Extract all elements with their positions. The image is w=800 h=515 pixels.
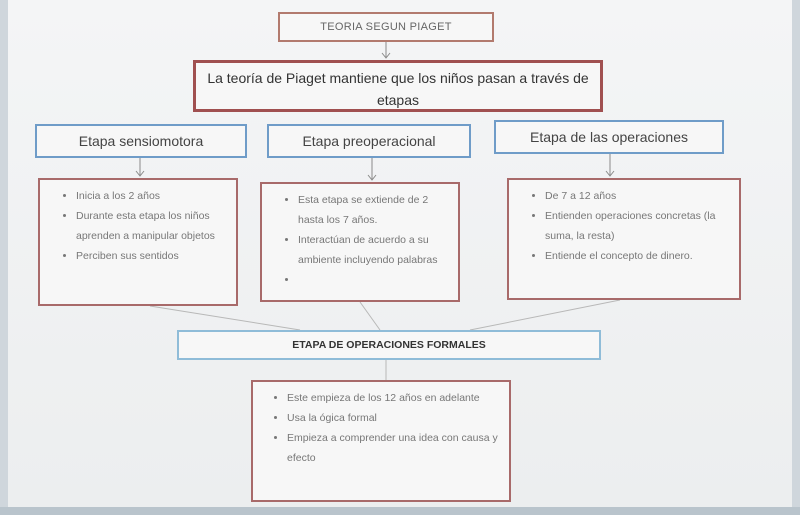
- list-item: • Inicia a los 2 años: [76, 186, 228, 206]
- stage-sensiomotora: Etapa sensiomotora: [35, 124, 247, 158]
- list-item: • Perciben sus sentidos: [76, 246, 228, 266]
- status-bar: [0, 507, 800, 515]
- list-item: • Usa la ógica formal: [287, 408, 501, 428]
- list-item: [298, 270, 450, 290]
- connector-list2-formal: [360, 302, 380, 330]
- list-item: • Empieza a comprender una idea con causa y efecto: [287, 428, 501, 468]
- list-item: • Interactúan de acuerdo a su ambiente incluyendo palabras: [298, 230, 450, 270]
- list-preoperacional: [260, 182, 460, 302]
- connector-list3-formal: [470, 300, 620, 330]
- list-item: • Esta etapa se extiende de 2 hasta los 7 años.: [298, 190, 450, 230]
- connector-list1-formal: [150, 306, 300, 330]
- list-item: • Este empieza de los 12 años en adelante: [287, 388, 501, 408]
- list-item: • De 7 a 12 años: [545, 186, 731, 206]
- list-item: • Durante esta etapa los niños aprenden a manipular objetos: [76, 206, 228, 246]
- list-formales: [251, 380, 511, 502]
- title-box: TEORIA SEGUN PIAGET: [278, 12, 494, 42]
- list-sensiomotora: [38, 178, 238, 306]
- stage-operaciones: Etapa de las operaciones: [494, 120, 724, 154]
- formal-stage-box: ETAPA DE OPERACIONES FORMALES: [177, 330, 601, 360]
- main-idea-box: La teoría de Piaget mantiene que los niños pasan a través de etapas: [193, 60, 603, 112]
- list-item: • Entiende el concepto de dinero.: [545, 246, 731, 266]
- list-operaciones: [507, 178, 741, 300]
- stage-preoperacional: Etapa preoperacional: [267, 124, 471, 158]
- list-item: • Entienden operaciones concretas (la suma, la resta): [545, 206, 731, 246]
